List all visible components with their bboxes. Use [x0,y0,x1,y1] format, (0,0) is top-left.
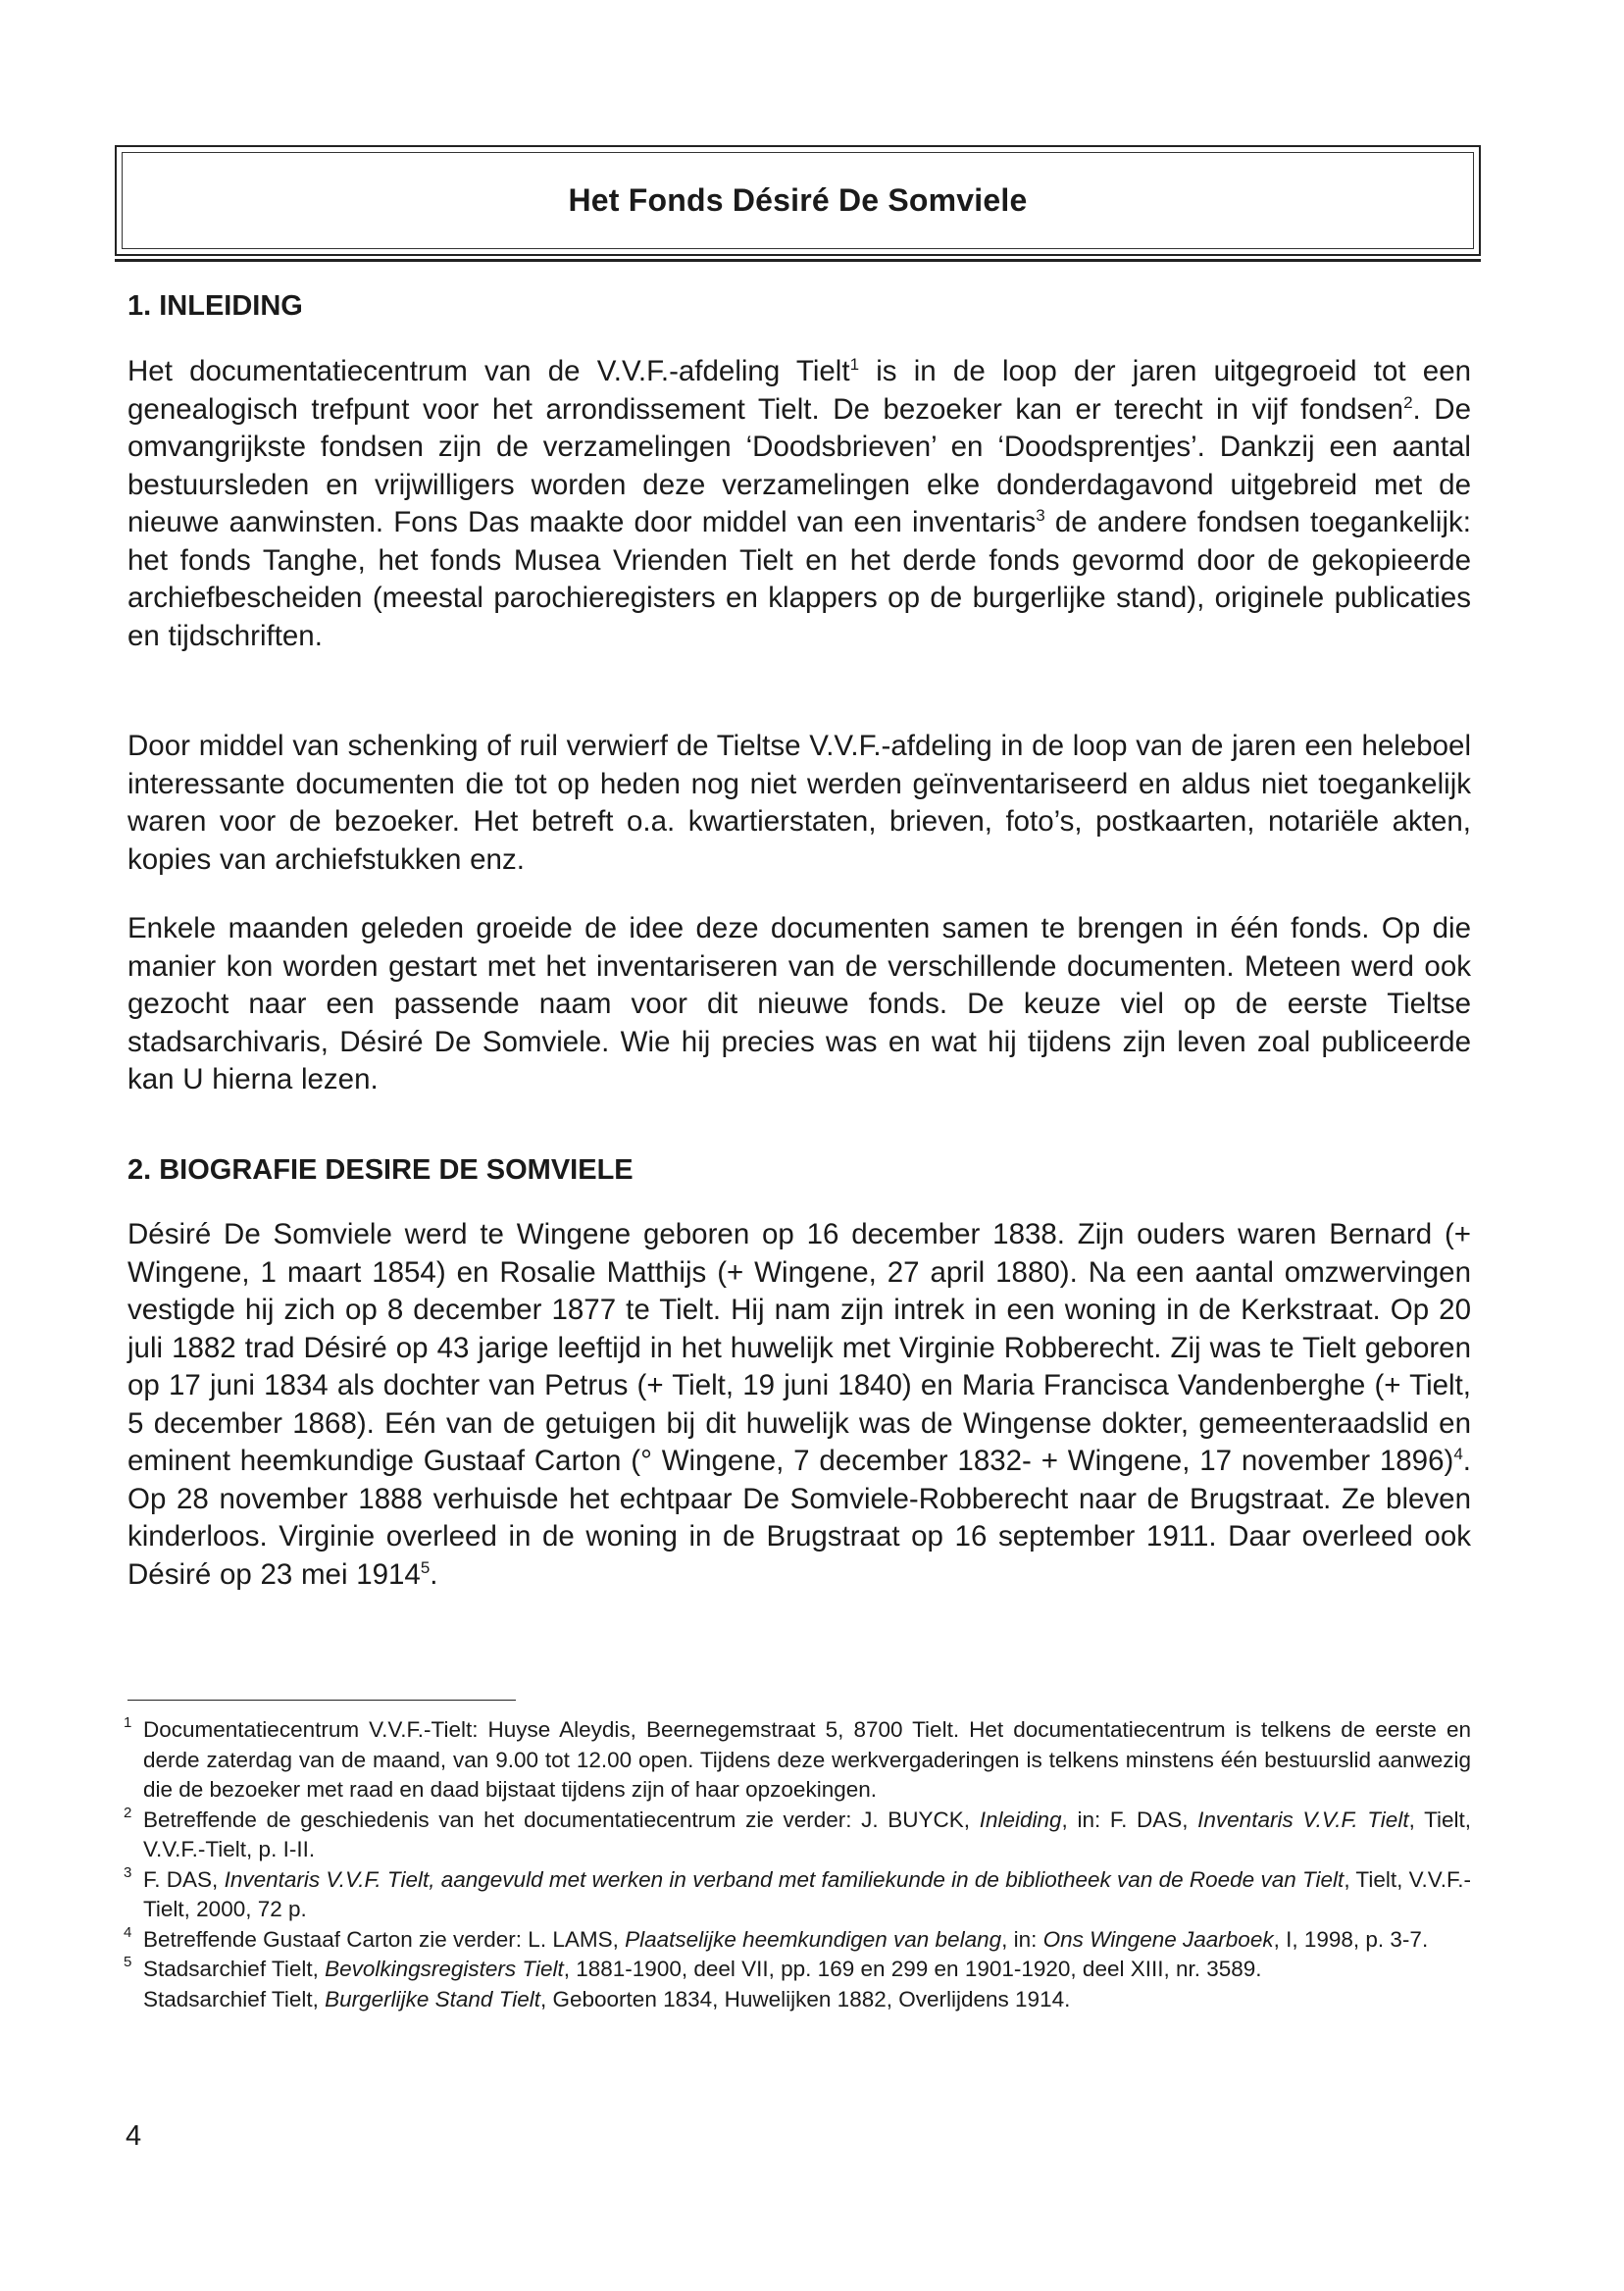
footnote-title: Plaatselijke heemkundigen van belang [625,1926,1002,1952]
footnote-text: Betreffende de geschiedenis van het documentatiecentrum zie verder: J. BUYCK, [143,1807,980,1832]
footnote-4 [124,1925,1471,1956]
footnote-number: 4 [124,1923,132,1941]
footnote-text: , in: F. DAS, [1061,1807,1198,1832]
text-run: . De omvangrijkste fondsen zijn de verzamelingen ‘Doodsbrieven’ en ‘Doodsprentjes’. Dankzij een aantal bestuursleden en vrijwilligers worden deze verzamelingen elke donderdagavond uitgebreid met de nieuwe aanwinsten. Fons Das maakte door middel van een inventaris [127,392,1472,538]
footnotes [124,1715,1471,2014]
section-heading-biografie: 2. BIOGRAFIE DESIRE DE SOMVIELE [127,1154,634,1186]
footnote-5 [124,1955,1471,1985]
paragraph-inleiding-3: Enkele maanden geleden groeide de idee deze documenten samen te brengen in één fonds. Op die manier kon worden gestart met het inventariseren van de verschillende documenten. Meteen werd ook gezocht naar een passende naam voor dit nieuwe fonds. De keuze viel op de eerste Tieltse stadsarchivaris, Désiré De Somviele. Wie hij precies was en wat hij tijdens zijn leven zoal publiceerde kan U hierna lezen. [127,912,1471,1095]
footnote-5-continued [124,1985,1471,2015]
footnote-number: 5 [124,1954,132,1970]
paragraph-biografie-1 [127,1216,1471,1594]
footnote-ref-2: 2 [1403,392,1413,412]
footnote-separator [127,1700,516,1701]
paragraph-inleiding-1 [127,353,1471,655]
footnote-ref-5: 5 [420,1557,431,1577]
footnote-text: , Tielt, V.V.F.-Tielt, 2000, 72 p. [143,1866,1471,1921]
footnote-number: 1 [124,1714,132,1731]
text-run: Désiré De Somviele werd te Wingene geboren op 16 december 1838. Zijn ouders waren Bernard (+ Wingene, 1 maart 1854) en Rosalie Matthijs (+ Wingene, 27 april 1880). Na een aantal omzwervingen vestigde hij zich op 8 december 1877 te Tielt. Hij nam zijn intrek in een woning in de Kerkstraat. Op 20 juli 1882 trad Désiré op 43 jarige leeftijd in het huwelijk met Virginie Robberecht. Zij was te Tielt geboren op 17 juni 1834 als dochter van Petrus (+ Tielt, 19 juni 1840) en Maria Francisca Vandenberghe (+ Tielt, 5 december 1868). Eén van de getuigen bij dit huwelijk was de Wingense dokter, gemeenteraadslid en eminent heemkundige Gustaaf Carton (° Wingene, 7 december 1832- + Wingene, 17 november 1896) [127,1218,1471,1477]
footnote-text: Betreffende Gustaaf Carton zie verder: L. LAMS, [143,1926,626,1952]
footnote-title: Burgerlijke Stand Tielt [325,1986,540,2011]
footnote-3 [124,1865,1471,1925]
footnote-ref-1: 1 [849,355,860,375]
text-run: de andere fondsen toegankelijk: het fonds Tanghe, het fonds Musea Vrienden Tielt en het derde fonds gevormd door de gekopieerde archiefbescheiden (meestal parochieregisters en klappers op de burgerlijke stand), originele publicaties en tijdschriften. [127,506,1471,652]
text-run: . [430,1557,438,1591]
page-number: 4 [126,2120,142,2152]
footnote-title: Inventaris V.V.F. Tielt [1197,1807,1409,1832]
footnote-text: Documentatiecentrum V.V.F.-Tielt: Huyse Aleydis, Beernegemstraat 5, 8700 Tielt. Het documentatiecentrum is telkens de eerste en derde zaterdag van de maand, van 9.00 tot 12.00 open. Tijdens deze werkvergaderingen is telkens minstens één bestuurslid aanwezig die de bezoeker met raad en daad bijstaat tijdens zijn of haar opzoekingen. [143,1717,1471,1802]
title-box [115,145,1481,256]
paragraph-inleiding-2: Door middel van schenking of ruil verwierf de Tieltse V.V.F.-afdeling in de loop van de jaren een heleboel interessante documenten die tot op heden nog niet werden geïnventariseerd en aldus niet toegankelijk waren voor de bezoeker. Het betreft o.a. kwartierstaten, brieven, foto’s, postkaarten, notariële akten, kopies van archiefstukken enz. [127,730,1471,876]
footnote-2 [124,1806,1471,1865]
footnote-text: , 1881-1900, deel VII, pp. 169 en 299 en 1901-1920, deel XIII, nr. 3589. [563,1957,1262,1981]
footnote-title: Ons Wingene Jaarboek [1042,1926,1274,1952]
text-run: is in de loop der jaren uitgegroeid tot een genealogisch trefpunt voor het arrondissement Tielt. De bezoeker kan er terecht in vijf fondsen [127,355,1472,426]
footnote-title: Bevolkingsregisters Tielt [325,1957,564,1981]
page-title: Het Fonds Désiré De Somviele [568,182,1028,218]
footnote-title: Inleiding [979,1807,1062,1832]
footnote-text: , Tielt, V.V.F.-Tielt, p. I-II. [143,1807,1471,1861]
section-heading-inleiding: 1. INLEIDING [127,290,303,322]
footnote-title: Inventaris V.V.F. Tielt, aangevuld met werken in verband met familiekunde in de bibliotheek van de Roede van Tielt [224,1866,1345,1892]
footnote-number: 3 [124,1863,132,1881]
footnote-text: F. DAS, [143,1866,225,1892]
footnote-number: 2 [124,1804,132,1821]
footnote-1 [124,1715,1471,1806]
footnote-text: , in: [1001,1926,1043,1952]
footnote-text: , I, 1998, p. 3-7. [1273,1926,1429,1952]
footnote-text: Stadsarchief Tielt, [143,1957,326,1981]
footnote-text: Stadsarchief Tielt, [143,1986,326,2011]
text-run: . Op 28 november 1888 verhuisde het echtpaar De Somviele-Robberecht naar de Brugstraat. Ze bleven kinderloos. Virginie overleed in de woning in de Brugstraat op 16 september 1911. Daar overleed ook Désiré op 23 mei 1914 [127,1445,1471,1591]
text-run: Het documentatiecentrum van de V.V.F.-afdeling Tielt [127,355,850,387]
footnote-ref-4: 4 [1453,1445,1463,1464]
footnote-text: , Geboorten 1834, Huwelijken 1882, Overlijdens 1914. [540,1986,1071,2011]
footnote-ref-3: 3 [1036,506,1045,526]
